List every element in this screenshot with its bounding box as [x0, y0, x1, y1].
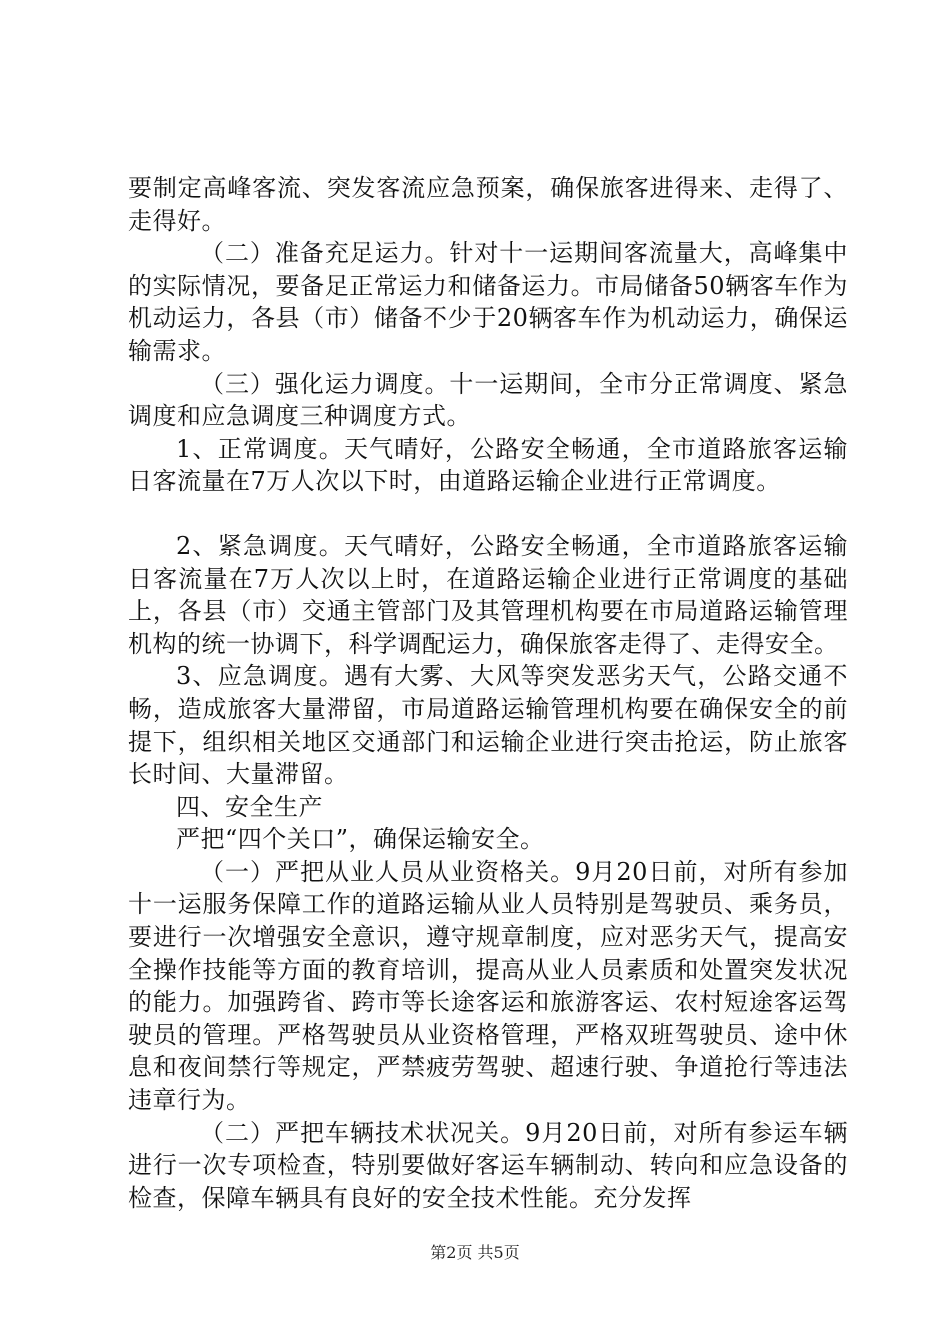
paragraph-checkpoint-1: （一）严把从业人员从业资格关。9月20日前，对所有参加十一运服务保障工作的道路运输从业人员特别是驾驶员、乘务员，要进行一次增强安全意识，遵守规章制度，应对恶劣天气，提高安全操作技能等方面的教育培训，提高从业人员素质和处置突发状况的能力。加强跨省、跨市等长途客运和旅游客运、农村短途客运驾驶员的管理。严格驾驶员从业资格管理，严格双班驾驶员、途中休息和夜间禁行等规定，严禁疲劳驾驶、超速行驶、争道抢行等违法违章行为。: [128, 857, 848, 1115]
paragraph-item-3: 3、应急调度。遇有大雾、大风等突发恶劣天气，公路交通不畅，造成旅客大量滞留，市局道路运输管理机构要在确保安全的前提下，组织相关地区交通部门和运输企业进行突击抢运，防止旅客长时间、大量滞留。: [128, 662, 848, 789]
page-footer: 第2页 共5页: [430, 1243, 520, 1262]
document-body: [128, 172, 848, 1214]
paragraph-checkpoint-2: （二）严把车辆技术状况关。9月20日前，对所有参运车辆进行一次专项检查，特别要做好客运车辆制动、转向和应急设备的检查，保障车辆具有良好的安全技术性能。充分发挥: [128, 1118, 848, 1212]
paragraph-section-2: （二）准备充足运力。针对十一运期间客流量大，高峰集中的实际情况，要备足正常运力和储备运力。市局储备50辆客车作为机动运力，各县（市）储备不少于20辆客车作为机动运力，确保运输需求。: [128, 239, 848, 365]
section-heading-safety: 四、安全生产: [176, 792, 323, 821]
paragraph-section-3: （三）强化运力调度。十一运期间，全市分正常调度、紧急调度和应急调度三种调度方式。: [128, 369, 848, 431]
paragraph-continuation: 要制定高峰客流、突发客流应急预案，确保旅客进得来、走得了、走得好。: [128, 174, 848, 235]
paragraph-item-1: 1、正常调度。天气晴好，公路安全畅通，全市道路旅客运输日客流量在7万人次以下时，由道路运输企业进行正常调度。: [128, 434, 848, 496]
paragraph-item-2: 2、紧急调度。天气晴好，公路安全畅通，全市道路旅客运输日客流量在7万人次以上时，在道路运输企业进行正常调度的基础上，各县（市）交通主管部门及其管理机构要在市局道路运输管理机构的统一协调下，科学调配运力，确保旅客走得了、走得安全。: [128, 531, 848, 658]
paragraph-four-checkpoints: 严把“四个关口”，确保运输安全。: [176, 825, 545, 854]
